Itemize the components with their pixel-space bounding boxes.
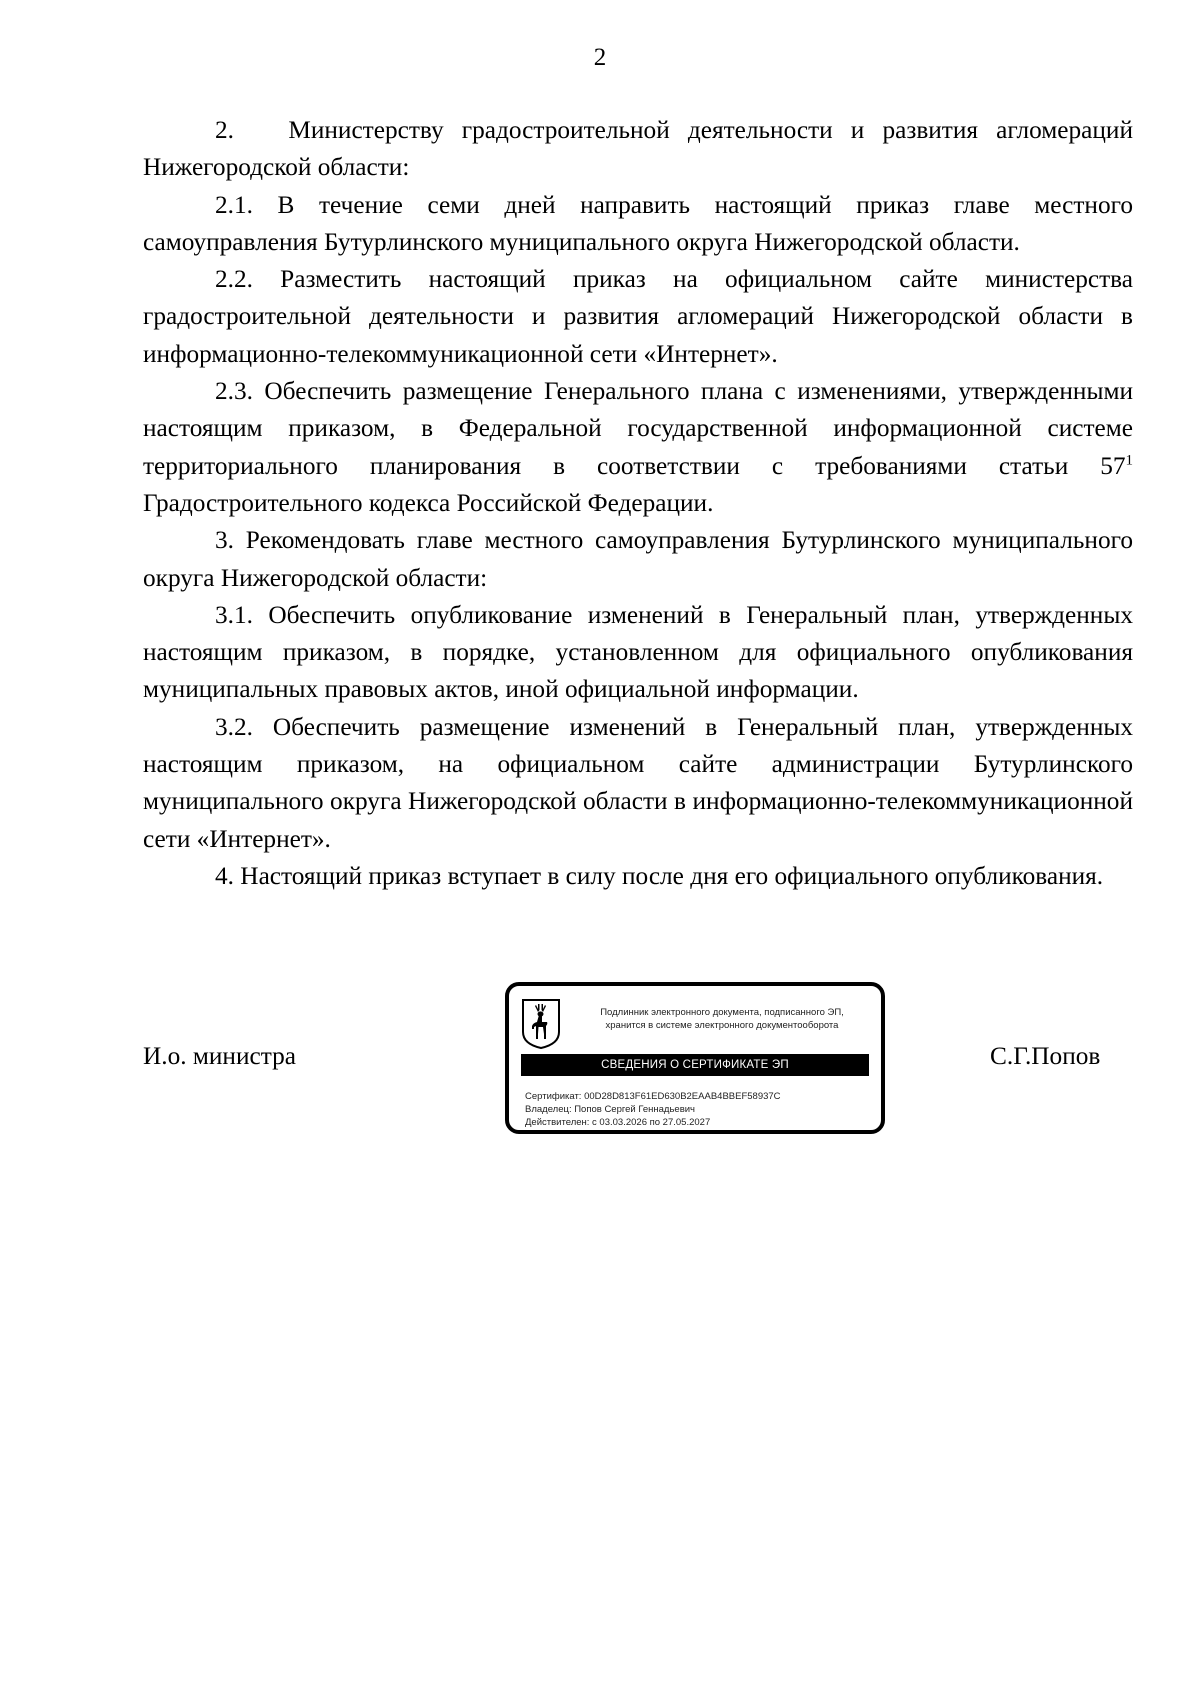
signatory-role: И.о. министра (143, 1042, 296, 1070)
certificate-number: Сертификат: 00D28D813F61ED630B2EAAB4BBEF58937C (525, 1091, 781, 1102)
stamp-heading: СВЕДЕНИЯ О СЕРТИФИКАТЕ ЭП (521, 1054, 869, 1076)
document-body (143, 112, 1133, 895)
paragraph-2-3-text: 2.3. Обеспечить размещение Генерального плана с изменениями, утвержденными настоящим приказом, в Федеральной государственной информационной системе территориального планирования в соответствии с требованиями статьи 57 (143, 377, 1133, 480)
paragraph-2-1: 2.1. В течение семи дней направить настоящий приказ главе местного самоуправления Бутурлинского муниципального округа Нижегородской области. (143, 190, 1133, 256)
coat-of-arms-deer-icon (521, 998, 561, 1050)
paragraph-2-3 (143, 373, 1133, 522)
paragraph-2-2: 2.2. Разместить настоящий приказ на официальном сайте министерства градостроительной деятельности и развития агломераций Нижегородской области в информационно-телекоммуникационной сети «Интернет». (143, 265, 1133, 368)
paragraph-3-1: 3.1. Обеспечить опубликование изменений в Генеральный план, утвержденных настоящим приказом, в порядке, установленном для официального опубликования муниципальных правовых актов, иной официальной информации. (143, 600, 1133, 704)
electronic-signature-stamp (505, 982, 885, 1134)
paragraph-3-2: 3.2. Обеспечить размещение изменений в Генеральный план, утвержденных настоящим приказом, на официальном сайте администрации Бутурлинского муниципального округа Нижегородской области в информационно-телекоммуникационной сети «Интернет». (143, 712, 1133, 853)
certificate-validity: Действителен: с 03.03.2026 по 27.05.2027 (525, 1117, 711, 1128)
paragraph-2-3-tail: Градостроительного кодекса Российской Федерации. (143, 488, 714, 517)
article-superscript: 1 (1125, 452, 1133, 469)
stamp-note-line-2: хранится в системе электронного документооборота (605, 1020, 839, 1031)
page-number: 2 (593, 44, 607, 71)
certificate-details (525, 1090, 875, 1129)
stamp-note (569, 1006, 875, 1032)
paragraph-2: 2. Министерству градостроительной деятельности и развития агломераций Нижегородской области: (143, 116, 1133, 182)
paragraph-4: 4. Настоящий приказ вступает в силу после дня его официального опубликования. (215, 861, 1104, 890)
signatory-name: С.Г.Попов (990, 1042, 1101, 1070)
stamp-note-line-1: Подлинник электронного документа, подписанного ЭП, (600, 1007, 844, 1018)
paragraph-3: 3. Рекомендовать главе местного самоуправления Бутурлинского муниципального округа Нижегородской области: (143, 526, 1133, 592)
certificate-owner: Владелец: Попов Сергей Геннадьевич (525, 1104, 696, 1115)
